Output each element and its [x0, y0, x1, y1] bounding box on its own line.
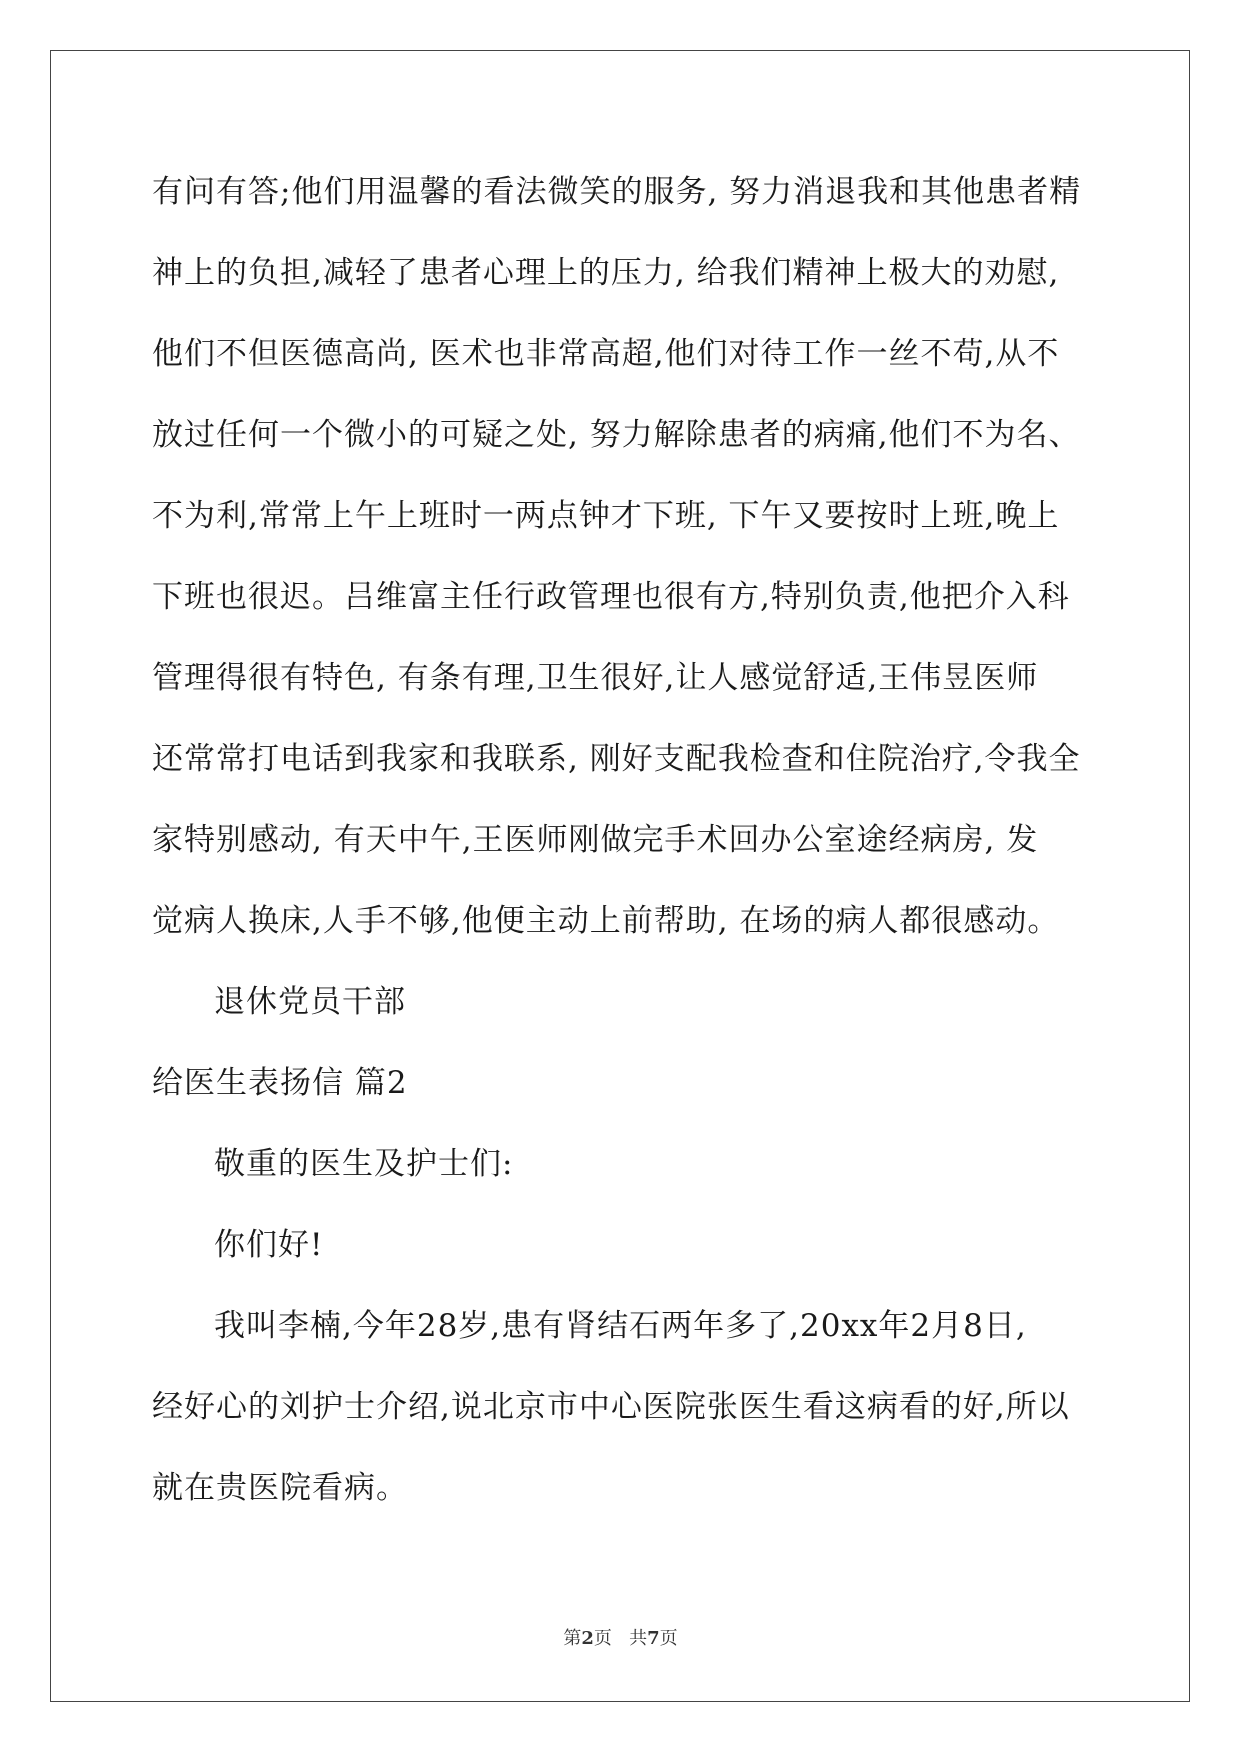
section-title: 给医生表扬信 篇2 [152, 1065, 408, 1101]
total-prefix: 共 [629, 1628, 648, 1649]
body-line: 还常常打电话到我家和我联系, 刚好支配我检查和住院治疗,令我全 [152, 741, 1081, 777]
paragraph-line: 就在贵医院看病。 [152, 1470, 408, 1506]
page-footer [0, 1624, 1241, 1650]
paragraph-line: 经好心的刘护士介绍,说北京市中心医院张医生看这病看的好,所以 [152, 1389, 1070, 1425]
greeting: 敬重的医生及护士们: [214, 1146, 514, 1182]
signature: 退休党员干部 [214, 984, 406, 1020]
paragraph-line: 我叫李楠,今年28岁,患有肾结石两年多了,20xx年2月8日, [214, 1308, 1027, 1344]
page-number: 2 [581, 1628, 594, 1649]
body-line: 不为利,常常上午上班时一两点钟才下班, 下午又要按时上班,晚上 [152, 498, 1060, 534]
body-line: 觉病人换床,人手不够,他便主动上前帮助, 在场的病人都很感动。 [152, 903, 1060, 939]
body-line: 有问有答;他们用温馨的看法微笑的服务, 努力消退我和其他患者精 [152, 174, 1082, 210]
body-line: 他们不但医德高尚, 医术也非常高超,他们对待工作一丝不苟,从不 [152, 336, 1060, 372]
total-suffix: 页 [659, 1628, 678, 1649]
body-line: 放过任何一个微小的可疑之处, 努力解除患者的病痛,他们不为名、 [152, 417, 1081, 453]
body-line: 下班也很迟。吕维富主任行政管理也很有方,特别负责,他把介入科 [152, 579, 1070, 615]
body-line: 管理得很有特色, 有条有理,卫生很好,让人感觉舒适,王伟昱医师 [152, 660, 1039, 696]
body-line: 神上的负担,减轻了患者心理上的压力, 给我们精神上极大的劝慰, [152, 255, 1060, 291]
document-body [152, 165, 1092, 1542]
page-suffix: 页 [593, 1628, 612, 1649]
salutation: 你们好! [214, 1227, 324, 1263]
page-prefix: 第 [563, 1628, 582, 1649]
total-pages: 7 [647, 1628, 660, 1649]
body-line: 家特别感动, 有天中午,王医师刚做完手术回办公室途经病房, 发 [152, 822, 1039, 858]
